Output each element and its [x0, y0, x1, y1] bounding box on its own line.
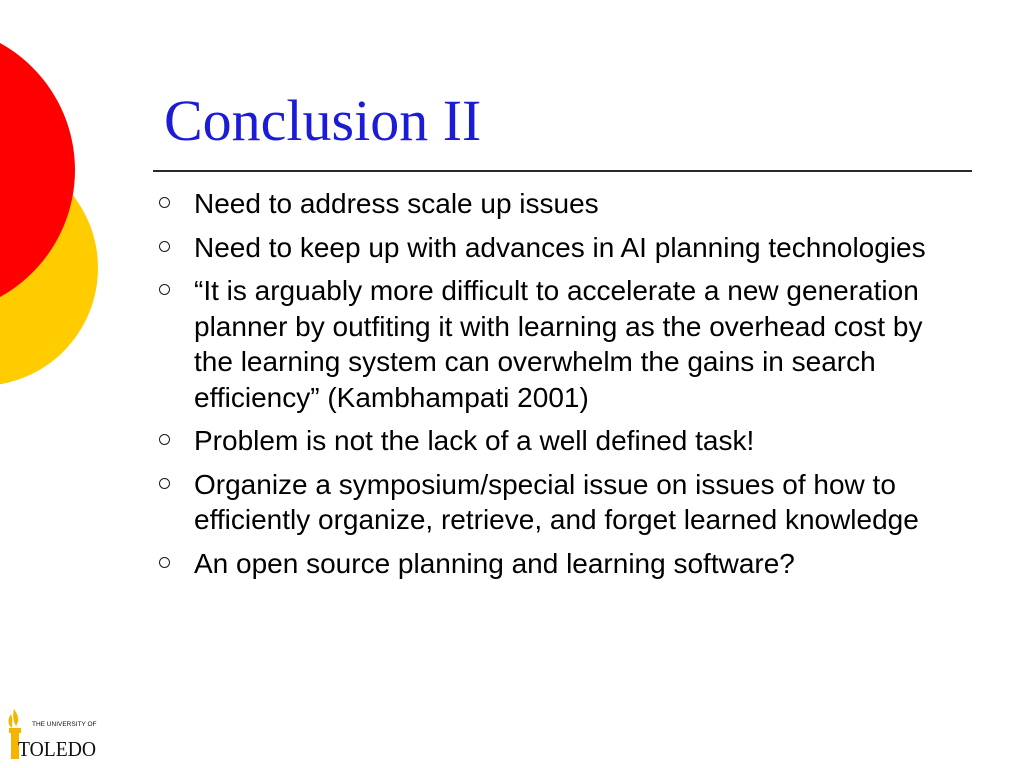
decorative-circles: [0, 0, 110, 420]
university-of-toledo-logo: [4, 706, 98, 764]
bullet-circle-icon: [159, 197, 170, 208]
bullet-text: An open source planning and learning software?: [194, 547, 795, 579]
title-divider: [153, 170, 972, 172]
logo-small-line: THE UNIVERSITY OF: [32, 721, 97, 728]
bullet-item: [155, 273, 955, 415]
bullet-text: “It is arguably more difficult to accelerate a new generation planner by outfiting it with learning as the overhead cost by the learning system can overwhelm the gains in search efficiency” (Kambhampati 2001): [194, 275, 923, 413]
bullet-circle-icon: [159, 241, 170, 252]
bullet-item: [155, 230, 955, 266]
bullet-circle-icon: [159, 478, 170, 489]
bullet-circle-icon: [159, 284, 170, 295]
bullet-item: [155, 467, 955, 538]
bullet-text: Problem is not the lack of a well defined task!: [194, 425, 755, 456]
slide-title: Conclusion II: [164, 88, 482, 153]
bullet-item: [155, 546, 955, 582]
bullet-text: Need to keep up with advances in AI planning technologies: [194, 231, 926, 263]
bullet-item: [155, 423, 955, 459]
bullet-circle-icon: [159, 557, 170, 568]
bullet-item: [155, 186, 955, 222]
bullet-text: Need to address scale up issues: [194, 188, 599, 219]
bullet-list: [155, 186, 955, 589]
bullet-circle-icon: [159, 434, 170, 445]
logo-name: TOLEDO: [18, 737, 96, 761]
bullet-text: Organize a symposium/special issue on issues of how to efficiently organize, retrieve, and forget learned knowledge: [194, 468, 919, 535]
